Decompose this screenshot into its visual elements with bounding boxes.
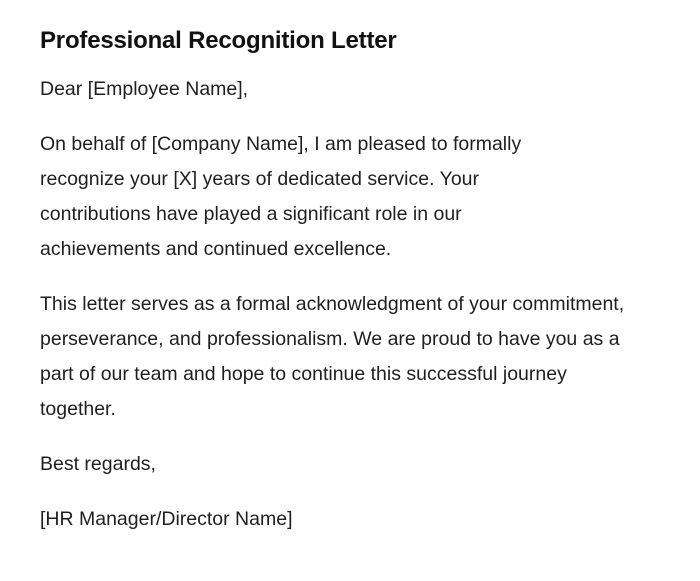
- letter-greeting: Dear [Employee Name],: [40, 78, 249, 100]
- letter-title: Professional Recognition Letter: [40, 27, 397, 54]
- letter-paragraph-1: On behalf of [Company Name], I am pleased to formally recognize your [X] years of dedicated service. Your contributions have played a significant role in our achievements and continued excellence.: [40, 133, 522, 260]
- letter-document: [40, 24, 680, 537]
- letter-closing: Best regards,: [40, 453, 156, 475]
- letter-signature: [HR Manager/Director Name]: [40, 508, 293, 530]
- letter-paragraph-2: This letter serves as a formal acknowledgment of your commitment, perseverance, and professionalism. We are proud to have you as a part of our team and hope to continue this successful journey together.: [40, 293, 625, 420]
